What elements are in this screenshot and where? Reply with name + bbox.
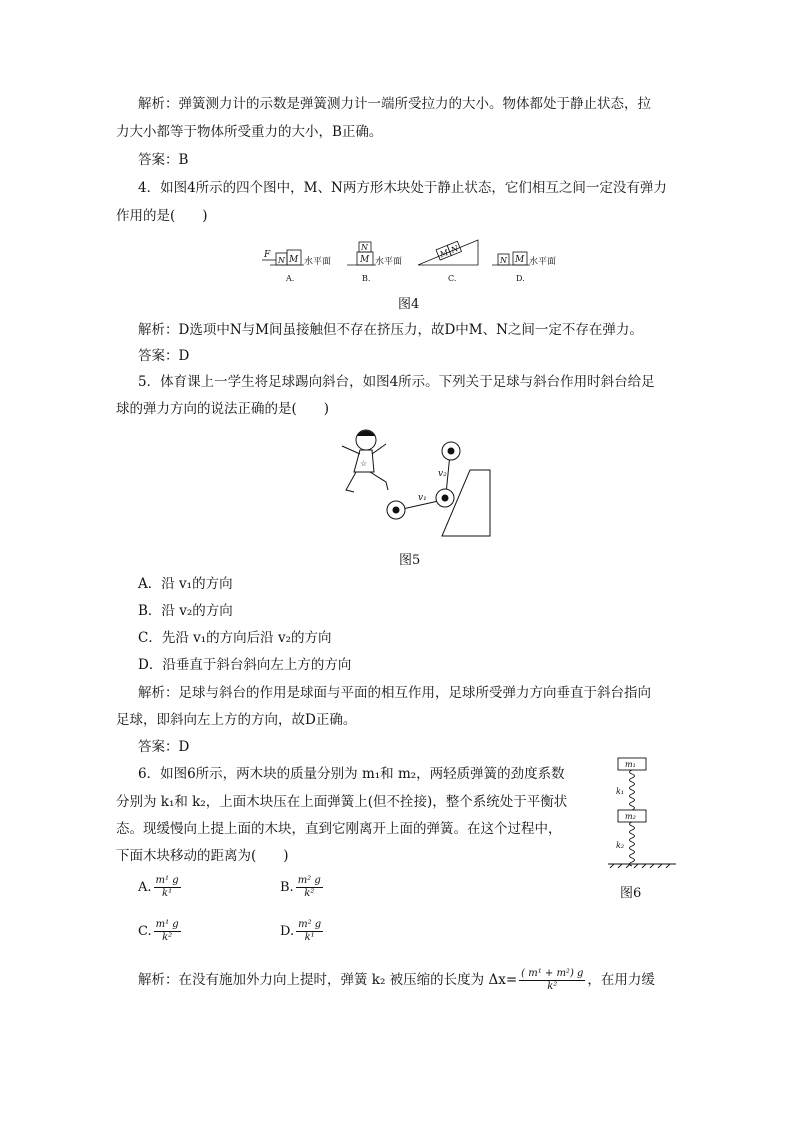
q5-option-c: C．先沿 v₁的方向后沿 v₂的方向 [138, 630, 332, 646]
fig4-a-m: M [289, 255, 299, 265]
q6-option-d-num: m² g [298, 919, 322, 930]
fig4-a-n: N [278, 256, 285, 265]
q6-stem-line3: 态。现缓慢向上提上面的木块，直到它刚离开上面的弹簧。在这个过程中， [116, 821, 562, 837]
figure-6 [600, 756, 680, 868]
q5-option-a: A．沿 v₁的方向 [138, 576, 233, 592]
fig4-c-n: N [449, 243, 460, 255]
q6-option-b [280, 874, 325, 902]
fig6-m2: m₂ [625, 812, 636, 821]
q6-analysis-den: k² [547, 981, 558, 992]
q6-option-a-letter: A. [138, 880, 152, 895]
fig4-a-force-label: F [264, 250, 271, 260]
q6-analysis [138, 964, 655, 996]
fig5-v1: v₁ [418, 493, 427, 503]
q6-option-c-num: m¹ g [155, 919, 179, 930]
fig4-d-m: M [515, 255, 525, 265]
fig6-k1: k₁ [616, 787, 625, 796]
q6-option-d-den: k¹ [304, 932, 315, 943]
q6-option-d-letter: D. [280, 924, 295, 939]
svg-text:☆: ☆ [360, 459, 368, 468]
q6-option-c [138, 918, 183, 946]
fig4-a-label: A. [286, 274, 295, 283]
q6-stem-line2: 分别为 k₁和 k₂，上面木块压在上面弹簧上(但不拴接)，整个系统处于平衡状 [116, 794, 568, 810]
q4-answer: 答案：D [138, 348, 190, 364]
fig4-b-m: M [360, 255, 370, 265]
q6-option-a-num: m¹ g [155, 875, 179, 886]
q6-option-c-den: k² [162, 932, 173, 943]
fig6-caption: 图6 [620, 886, 642, 901]
q3-analysis-line2: 力大小都等于物体所受重力的大小，B正确。 [116, 124, 383, 140]
fig5-caption: 图5 [399, 553, 421, 568]
fig4-d-label: D. [516, 274, 525, 283]
q5-analysis-line1: 解析：足球与斜台的作用是球面与平面的相互作用，足球所受弹力方向垂直于斜台指向 [138, 685, 651, 701]
q5-answer: 答案：D [138, 739, 190, 755]
soccer-ball-icon [387, 501, 405, 519]
q6-analysis-post: ，在用力缓 [587, 972, 655, 988]
q3-answer: 答案：B [138, 152, 189, 168]
fig6-m1: m₁ [625, 760, 636, 769]
fig6-k2: k₂ [616, 841, 625, 850]
q5-analysis-line2: 足球，即斜向左上方的方向，故D正确。 [116, 712, 357, 728]
q3-analysis-line1: 解析：弹簧测力计的示数是弹簧测力计一端所受拉力的大小。物体都处于静止状态，拉 [138, 96, 651, 112]
fig4-b-label: B. [362, 274, 371, 283]
q6-option-d [280, 918, 325, 946]
soccer-ball-icon [436, 489, 454, 507]
q5-stem-line2: 球的弹力方向的说法正确的是( ) [116, 401, 330, 417]
soccer-ball-icon [442, 442, 460, 460]
fig4-b-n: N [361, 243, 368, 252]
fig4-d-plane: 水平面 [529, 257, 557, 267]
q5-option-d: D．沿垂直于斜台斜向左上方的方向 [138, 657, 352, 673]
q6-stem-line1: 6．如图6所示，两木块的质量分别为 m₁和 m₂，两轻质弹簧的劲度系数 [138, 766, 565, 782]
figure-5 [330, 424, 496, 544]
q6-analysis-num: ( m¹ + m²) g [521, 968, 584, 979]
fig4-caption: 图4 [398, 297, 420, 312]
fig4-b-plane: 水平面 [375, 257, 403, 267]
q6-option-b-den: k² [304, 888, 315, 899]
fig5-v2: v₂ [438, 469, 447, 479]
fig4-c-label: C. [448, 274, 457, 283]
q4-stem-line1: 4．如图4所示的四个图中，M、N两方形木块处于静止状态，它们相互之间一定没有弹力 [138, 180, 667, 196]
q4-analysis: 解析：D选项中N与M间虽接触但不存在挤压力，故D中M、N之间一定不存在弹力。 [138, 322, 643, 338]
q6-option-b-num: m² g [297, 875, 321, 886]
q6-option-a-den: k¹ [162, 888, 173, 899]
q4-stem-line2: 作用的是( ) [116, 208, 208, 224]
q6-stem-line4: 下面木块移动的距离为( ) [116, 848, 289, 864]
q5-option-b: B．沿 v₂的方向 [138, 603, 233, 619]
q6-option-b-letter: B. [280, 880, 294, 895]
q6-option-a [138, 874, 183, 902]
q5-stem-line1: 5．体育课上一学生将足球踢向斜台，如图4所示。下列关于足球与斜台作用时斜台给足 [138, 374, 655, 390]
fig4-d-n: N [500, 256, 507, 265]
figure-4 [262, 236, 564, 288]
q6-analysis-pre: 解析：在没有施加外力向上提时，弹簧 k₂ 被压缩的长度为 Δx= [138, 972, 518, 988]
fig4-c-m: M [438, 247, 450, 260]
fig4-a-plane: 水平面 [304, 257, 332, 267]
q6-option-c-letter: C. [138, 924, 152, 939]
